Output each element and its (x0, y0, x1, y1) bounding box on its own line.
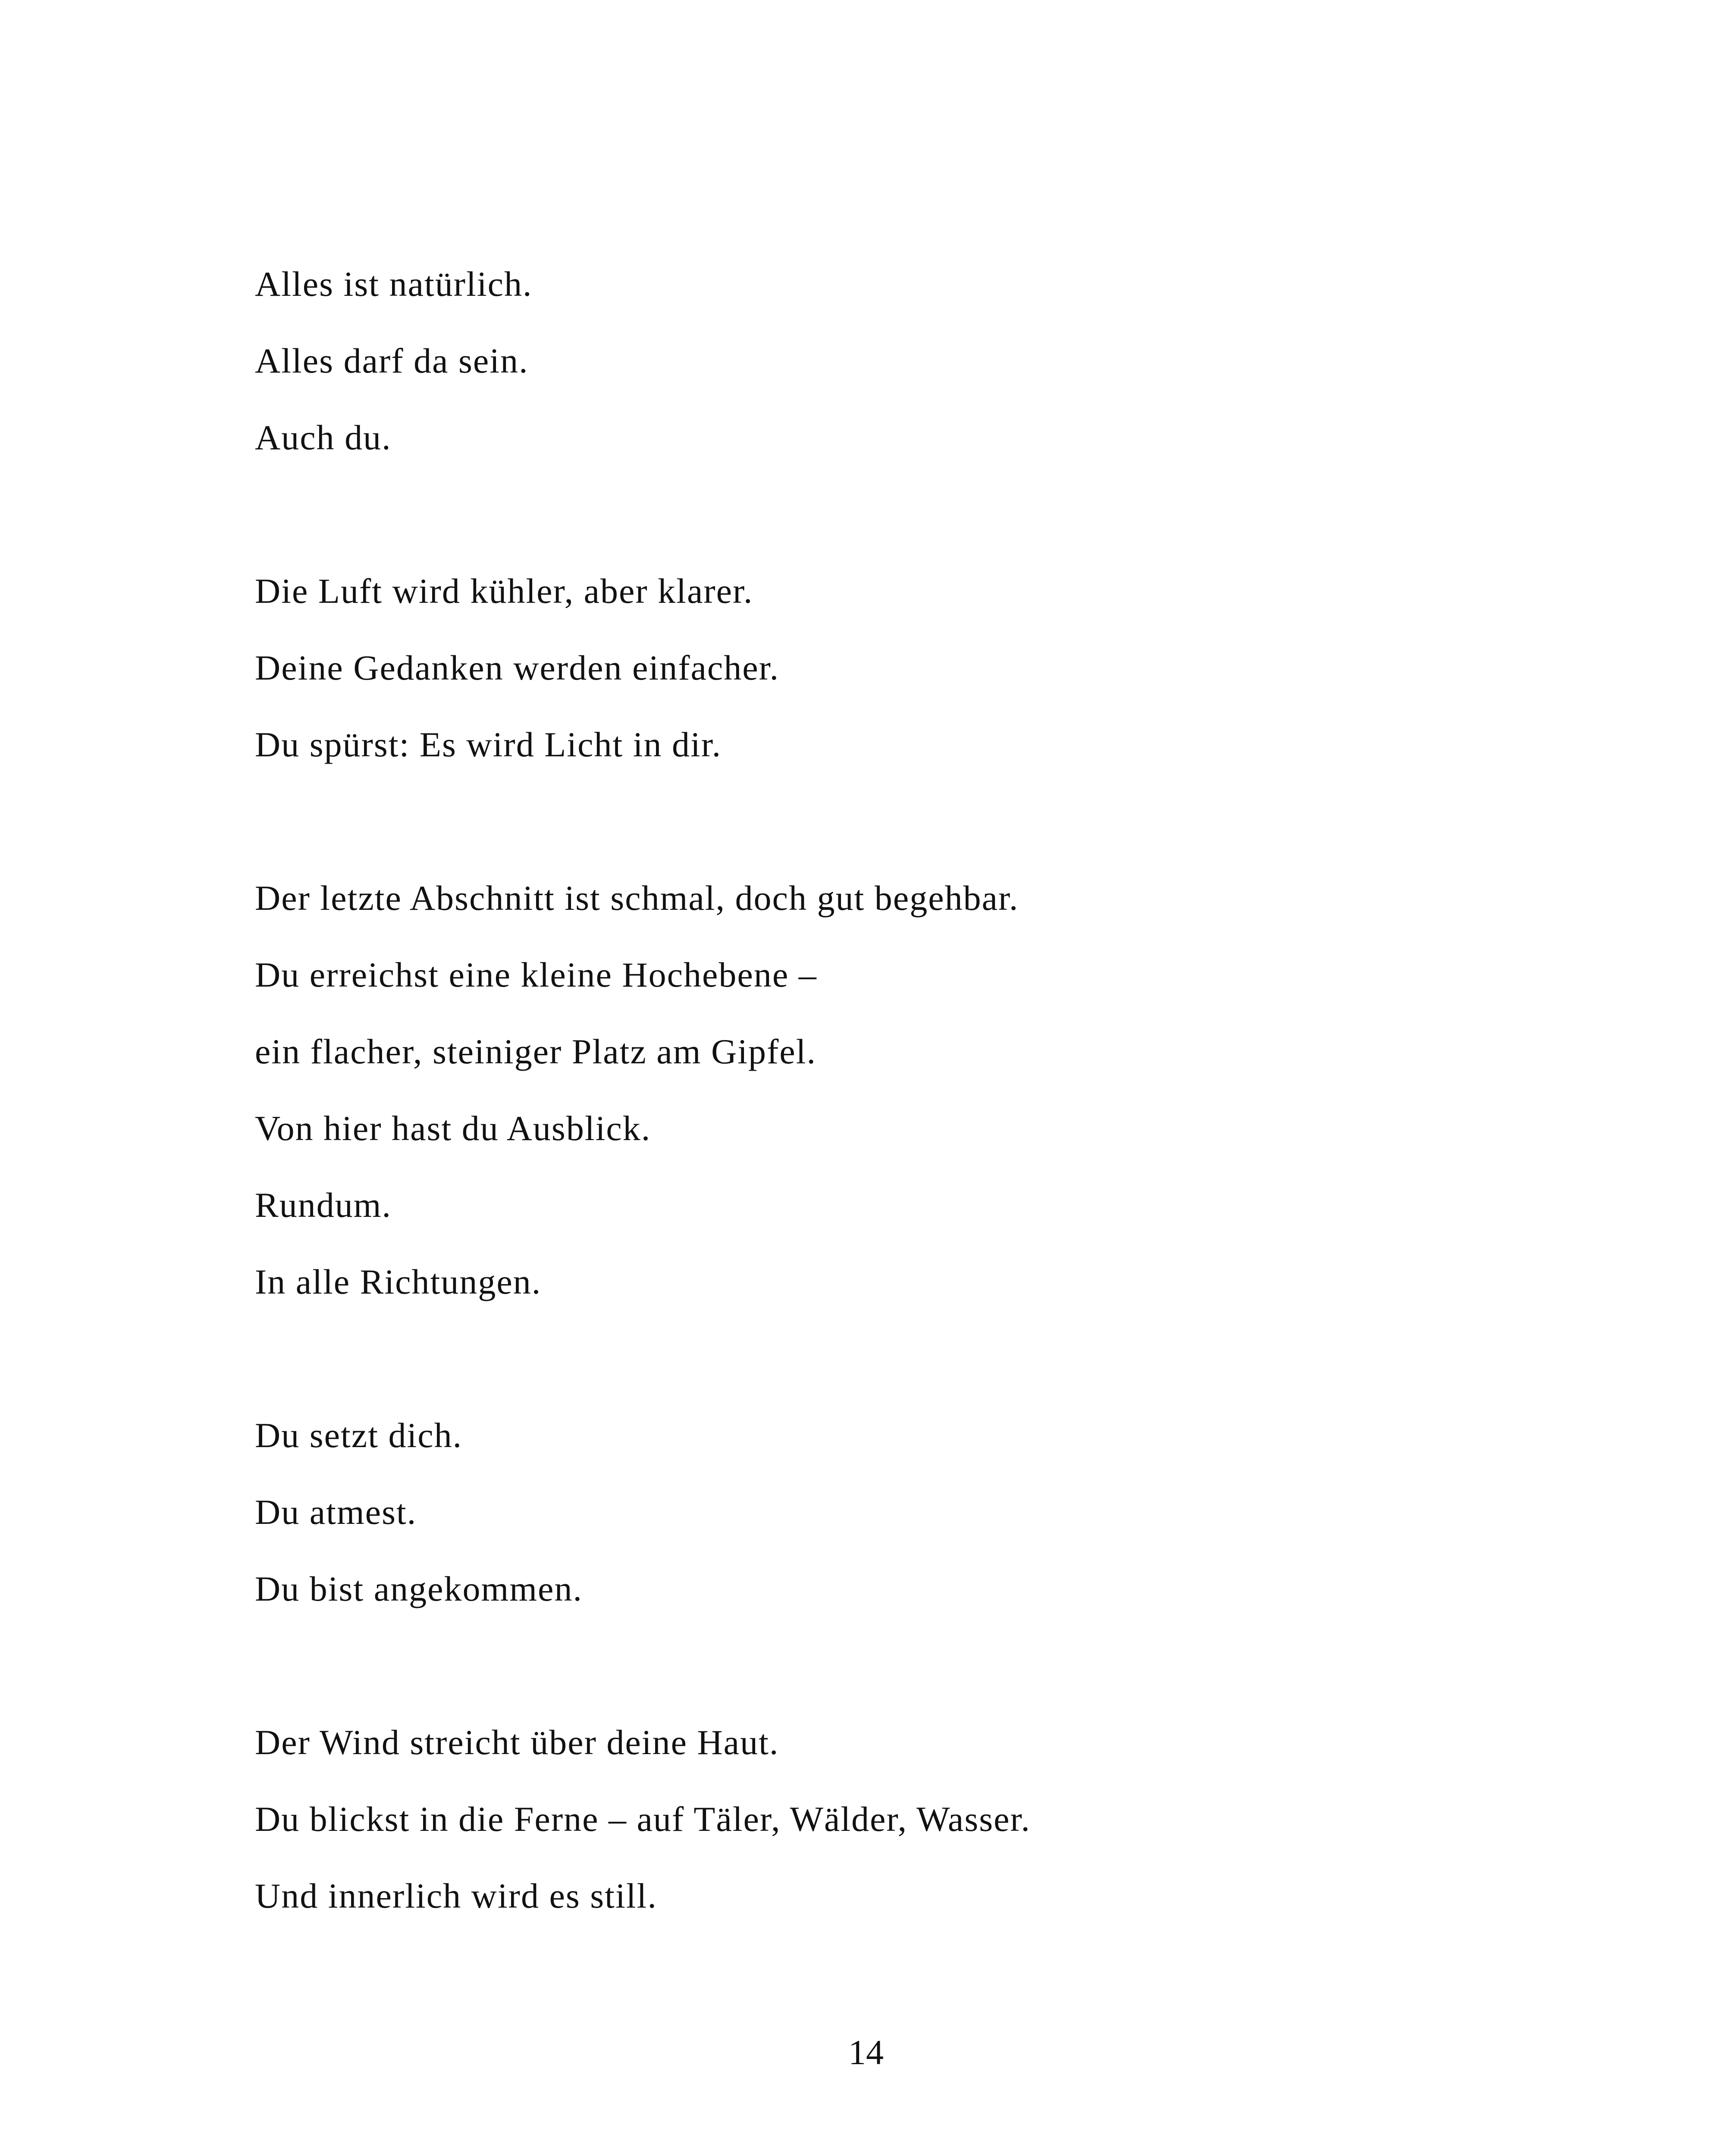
poem-line: Rundum. (255, 1185, 392, 1225)
stanza-2 (255, 553, 1549, 783)
stanza-gap (255, 476, 1549, 553)
poem-line: Von hier hast du Ausblick. (255, 1109, 651, 1148)
poem-line: Deine Gedanken werden einfacher. (255, 648, 779, 687)
poem-line: In alle Richtungen. (255, 1262, 542, 1301)
poem-line: Alles darf da sein. (255, 341, 529, 380)
stanza-1 (255, 246, 1549, 476)
poem-line: Auch du. (255, 418, 392, 457)
poem-line: Der letzte Abschnitt ist schmal, doch gut begehbar. (255, 878, 1019, 918)
poem-line: Du atmest. (255, 1492, 417, 1532)
poem-line: Die Luft wird kühler, aber klarer. (255, 571, 753, 611)
poem-line: Du spürst: Es wird Licht in dir. (255, 725, 722, 764)
page-number: 14 (848, 2033, 884, 2072)
poem-line: Und innerlich wird es still. (255, 1876, 657, 1915)
poem-body (255, 246, 1549, 1934)
poem-line: Du blickst in die Ferne – auf Täler, Wälder, Wasser. (255, 1799, 1031, 1839)
poem-line: Du setzt dich. (255, 1416, 463, 1455)
stanza-3 (255, 860, 1549, 1320)
stanza-4 (255, 1397, 1549, 1627)
stanza-gap (255, 783, 1549, 860)
poem-line: Der Wind streicht über deine Haut. (255, 1723, 779, 1762)
stanza-gap (255, 1320, 1549, 1397)
poem-line: Du erreichst eine kleine Hochebene – (255, 955, 817, 994)
stanza-gap (255, 1627, 1549, 1704)
poem-line: Alles ist natürlich. (255, 264, 533, 304)
poem-line: Du bist angekommen. (255, 1569, 583, 1608)
stanza-5 (255, 1704, 1549, 1934)
poem-line: ein flacher, steiniger Platz am Gipfel. (255, 1032, 816, 1071)
